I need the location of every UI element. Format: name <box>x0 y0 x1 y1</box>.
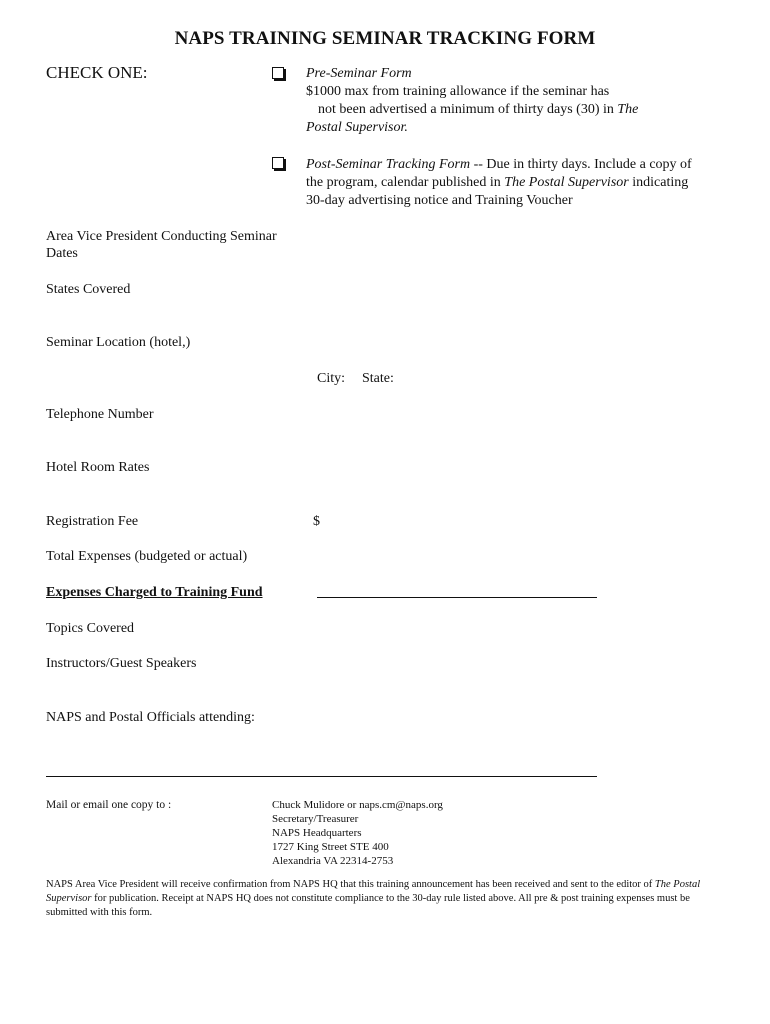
officials-line[interactable] <box>46 776 597 777</box>
mail-line-city: Alexandria VA 22314-2753 <box>272 855 394 867</box>
footer-text-1: NAPS Area Vice President will receive confirmation from NAPS HQ that this training announcement has been received and sent to the editor of <box>46 879 655 890</box>
footer-text-2: for publication. Receipt at NAPS HQ does not constitute compliance to the 30-day rule listed above. All pre & post training expenses must be submitted with this form. <box>46 893 690 918</box>
states-covered-label: States Covered <box>46 282 131 297</box>
mail-label: Mail or email one copy to : <box>46 799 172 811</box>
instructors-label: Instructors/Guest Speakers <box>46 656 197 671</box>
post-seminar-line2-end: indicating <box>628 175 689 190</box>
topics-covered-label: Topics Covered <box>46 621 135 636</box>
mail-line-org: NAPS Headquarters <box>272 827 362 839</box>
pre-seminar-line2-italic: The <box>617 102 639 117</box>
expenses-charged-label: Expenses Charged to Training Fund <box>46 585 263 600</box>
post-seminar-line2-text: the program, calendar published in <box>306 175 505 190</box>
expenses-charged-line[interactable] <box>317 597 597 598</box>
avp-label: Area Vice President Conducting Seminar <box>46 229 277 244</box>
post-seminar-option <box>306 156 736 210</box>
post-seminar-line1-text: -- Due in thirty days. Include a copy of <box>470 157 692 172</box>
mail-line-contact: Chuck Mulidore or naps.cm@naps.org <box>272 799 443 811</box>
registration-fee-label: Registration Fee <box>46 514 139 529</box>
pre-seminar-line2 <box>306 101 736 119</box>
telephone-label: Telephone Number <box>46 407 154 422</box>
state-label: State: <box>362 371 394 386</box>
dates-label: Dates <box>46 246 78 261</box>
form-title: NAPS TRAINING SEMINAR TRACKING FORM <box>174 28 596 49</box>
seminar-location-label: Seminar Location (hotel,) <box>46 335 191 350</box>
pre-seminar-line3: Postal Supervisor. <box>306 120 408 135</box>
hotel-rates-label: Hotel Room Rates <box>46 460 150 475</box>
post-seminar-line3: 30-day advertising notice and Training Voucher <box>306 193 573 208</box>
footer-italic: The Postal Supervisor <box>46 879 701 904</box>
total-expenses-label: Total Expenses (budgeted or actual) <box>46 549 248 564</box>
dollar-sign: $ <box>313 514 320 529</box>
pre-seminar-checkbox[interactable] <box>272 67 284 79</box>
check-one-label: CHECK ONE: <box>46 63 148 82</box>
mail-line-street: 1727 King Street STE 400 <box>272 841 389 853</box>
pre-seminar-line1: $1000 max from training allowance if the seminar has <box>306 84 610 99</box>
footer-note <box>46 878 726 920</box>
post-seminar-line1 <box>306 156 736 174</box>
post-seminar-checkbox[interactable] <box>272 157 284 169</box>
pre-seminar-line2-text: not been advertised a minimum of thirty days (30) in <box>318 102 618 117</box>
post-seminar-title: Post-Seminar Tracking Form <box>306 157 471 172</box>
city-label: City: <box>317 371 346 386</box>
mail-line-title: Secretary/Treasurer <box>272 813 359 825</box>
officials-label: NAPS and Postal Officials attending: <box>46 710 255 725</box>
post-seminar-line2 <box>306 174 736 192</box>
pre-seminar-option <box>306 65 736 137</box>
post-seminar-line2-italic: The Postal Supervisor <box>504 175 629 190</box>
mail-address <box>272 798 443 868</box>
pre-seminar-title: Pre-Seminar Form <box>306 66 412 81</box>
